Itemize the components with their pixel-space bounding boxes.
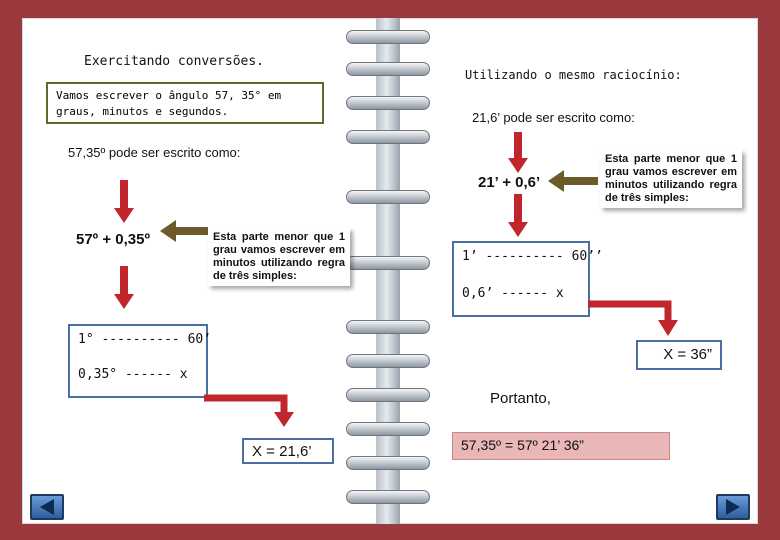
right-result: X = 36” — [663, 346, 712, 363]
spiral-ring — [346, 320, 430, 334]
spiral-ring — [346, 30, 430, 44]
right-rule-box — [452, 241, 603, 317]
left-result-box — [242, 438, 334, 464]
spiral-ring — [346, 490, 430, 504]
arrow-down-4 — [506, 194, 530, 238]
left-rule-line1: 1° ---------- 60’ — [78, 332, 212, 347]
arrow-down-2 — [112, 266, 136, 310]
arrow-right-icon — [718, 496, 748, 518]
intro-box — [46, 82, 324, 124]
arrow-left-icon — [32, 496, 62, 518]
arrow-bend-right — [586, 298, 686, 338]
left-note: Esta parte menor que 1 grau vamos escrever em minutos utilizando regra de três simples: — [208, 228, 350, 286]
left-result: X = 21,6’ — [252, 443, 312, 460]
notebook-spine — [376, 18, 400, 524]
intro-text: Vamos escrever o ângulo 57, 35° em graus, minutos e segundos. — [56, 89, 282, 118]
right-written-as: 21,6’ pode ser escrito como: — [472, 110, 635, 125]
spiral-ring — [346, 62, 430, 76]
left-sum: 57º + 0,35º — [76, 231, 150, 248]
right-rule-line1: 1’ ---------- 60’’ — [462, 249, 603, 264]
right-result-box — [636, 340, 722, 370]
spiral-ring — [346, 388, 430, 402]
spiral-ring — [346, 256, 430, 270]
right-note: Esta parte menor que 1 grau vamos escrever em minutos utilizando regra de três simples: — [600, 150, 742, 208]
spiral-ring — [346, 130, 430, 144]
arrow-bend-left — [200, 394, 300, 428]
final-result: 57,35º = 57º 21’ 36” — [461, 437, 584, 453]
final-result-box — [452, 432, 670, 460]
arrow-left-olive-2 — [548, 170, 598, 192]
prev-button[interactable] — [30, 494, 64, 520]
arrow-left-olive — [160, 220, 208, 242]
spiral-ring — [346, 456, 430, 470]
therefore-label: Portanto, — [490, 390, 551, 407]
left-rule-line2: 0,35° ------ x — [78, 367, 188, 382]
left-written-as: 57,35º pode ser escrito como: — [68, 145, 241, 160]
arrow-down-1 — [112, 180, 136, 224]
next-button[interactable] — [716, 494, 750, 520]
spiral-ring — [346, 190, 430, 204]
left-rule-box — [68, 324, 212, 398]
right-rule-line2: 0,6’ ------ x — [462, 286, 564, 301]
spiral-ring — [346, 354, 430, 368]
spiral-ring — [346, 96, 430, 110]
arrow-down-3 — [506, 132, 530, 174]
right-title: Utilizando o mesmo raciocínio: — [465, 68, 682, 82]
right-sum: 21’ + 0,6’ — [478, 174, 541, 191]
left-title: Exercitando conversões. — [84, 54, 265, 69]
spiral-ring — [346, 422, 430, 436]
